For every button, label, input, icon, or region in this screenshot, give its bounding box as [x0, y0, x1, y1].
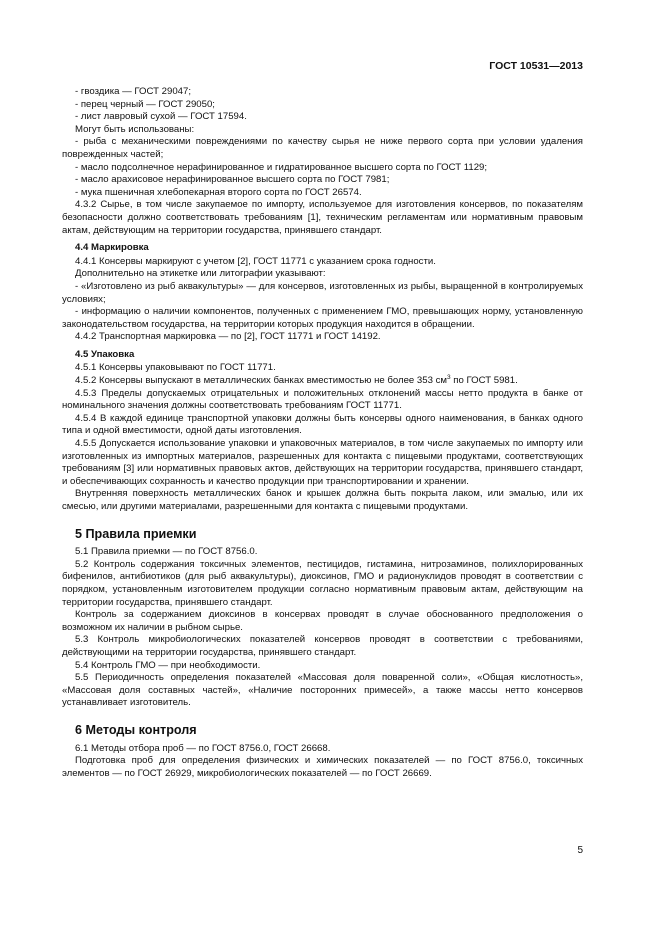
paragraph: - перец черный — ГОСТ 29050; [75, 98, 215, 110]
document-header: ГОСТ 10531—2013 [489, 60, 583, 72]
paragraph [62, 375, 583, 388]
paragraph: - масло подсолнечное нерафинированное и гидратированное высшего сорта по ГОСТ 1129; [75, 161, 488, 173]
paragraph: 5.5 Периодичность определения показателей «Массовая доля поваренной соли», «Общая кислотность», «Массовая доля составных частей», «Наличие посторонних примесей», а также массы нетто консервов устанавливает изготовитель. [62, 672, 583, 709]
section-heading-5: 5 Правила приемки [75, 526, 197, 541]
paragraph: 5.4 Контроль ГМО — при необходимости. [75, 659, 261, 671]
paragraph: 4.5.4 В каждой единице транспортной упаковки должны быть консервы одного наименования, в банках одного типа и одной вместимости, одной даты изготовления. [62, 412, 583, 437]
page-number: 5 [577, 845, 583, 856]
paragraph: - масло арахисовое нерафинированное высшего сорта по ГОСТ 7981; [75, 174, 390, 186]
paragraph: 4.5.5 Допускается использование упаковки и упаковочных материалов, в том числе закупаемых по импорту или изготовленных из импортных материалов, разрешенных для контакта с пищевыми продуктами, соответствующих требованиям [3] или нормативных правовых актов, действующих на территории государства, принявшего стандарт, и обеспечивающих сохранность и качество продукции при транспортировании и хранении. [62, 438, 583, 487]
section-heading-4-4: 4.4 Маркировка [75, 242, 149, 254]
paragraph: 6.1 Методы отбора проб — по ГОСТ 8756.0, ГОСТ 26668. [75, 742, 331, 754]
section-heading-4-5: 4.5 Упаковка [75, 348, 135, 360]
paragraph: 5.1 Правила приемки — по ГОСТ 8756.0. [75, 546, 258, 558]
paragraph: - гвоздика — ГОСТ 29047; [75, 86, 191, 97]
paragraph: Дополнительно на этикетке или литографии указывают: [75, 268, 326, 280]
paragraph: - рыба с механическими повреждениями по качеству сырья не ниже первого сорта при условии удаления поврежденных частей; [62, 136, 583, 160]
paragraph-text: по ГОСТ 5981. [450, 375, 518, 387]
paragraph: Подготовка проб для определения физических и химических показателей — по ГОСТ 8756.0, токсичных элементов — по ГОСТ 26929, микробиологических показателей — по ГОСТ 26669. [62, 755, 583, 779]
paragraph: Контроль за содержанием диоксинов в консервах проводят в случае обоснованного предположения о возможном их наличии в рыбном сырье. [62, 609, 583, 633]
paragraph: 4.4.1 Консервы маркируют с учетом [2], ГОСТ 11771 с указанием срока годности. [75, 255, 436, 267]
paragraph: 4.5.3 Пределы допускаемых отрицательных и положительных отклонений массы нетто продукта в банке от номинального значения должны соответствовать требованиям ГОСТ 11771. [62, 387, 583, 412]
paragraph: 4.4.2 Транспортная маркировка — по [2], ГОСТ 11771 и ГОСТ 14192. [75, 331, 381, 343]
paragraph: 5.2 Контроль содержания токсичных элементов, пестицидов, гистамина, нитрозаминов, полихлорированных бифенилов, антибиотиков (для рыб аквакультуры), диоксинов, ГМО и радионуклидов проводят в соответствии с порядком, установленным изготовителем продукции согласно нормативным правовым актам, действующим на территории государства, принявшего стандарт. [62, 558, 583, 608]
paragraph: 4.5.1 Консервы упаковывают по ГОСТ 11771. [75, 362, 276, 374]
paragraph-text: 4.5.2 Консервы выпускают в металлических банках вместимостью не более 353 см [75, 375, 447, 387]
paragraph: - мука пшеничная хлебопекарная второго сорта по ГОСТ 26574. [75, 186, 362, 198]
paragraph: Внутренняя поверхность металлических банок и крышек должна быть покрыта лаком, или эмалью, или их смесью, или другими материалами, разрешенными для контакта с пищевыми продуктами. [62, 488, 583, 512]
paragraph: 4.3.2 Сырье, в том числе закупаемое по импорту, используемое для изготовления консервов, по показателям безопасности должно соответствовать требованиям [1], техническим регламентам или нормативным правовым актам, действующим на территории государства, принявшего стандарт. [62, 199, 583, 236]
document-body [62, 86, 583, 780]
paragraph: Могут быть использованы: [75, 123, 195, 135]
section-heading-6: 6 Методы контроля [75, 722, 197, 737]
paragraph: - лист лавровый сухой — ГОСТ 17594. [75, 111, 247, 123]
superscript: 3 [447, 373, 451, 381]
paragraph: 5.3 Контроль микробиологических показателей консервов проводят в соответствии с требованиями, действующими на территории государства, принявшего стандарт. [62, 634, 583, 658]
paragraph: - информацию о наличии компонентов, полученных с применением ГМО, превышающих норму, установленную законодательством государства, на территории которых продукция находится в обращении. [62, 306, 583, 330]
paragraph: - «Изготовлено из рыб аквакультуры» — для консервов, изготовленных из рыбы, выращенной в контролируемых условиях; [62, 280, 583, 305]
